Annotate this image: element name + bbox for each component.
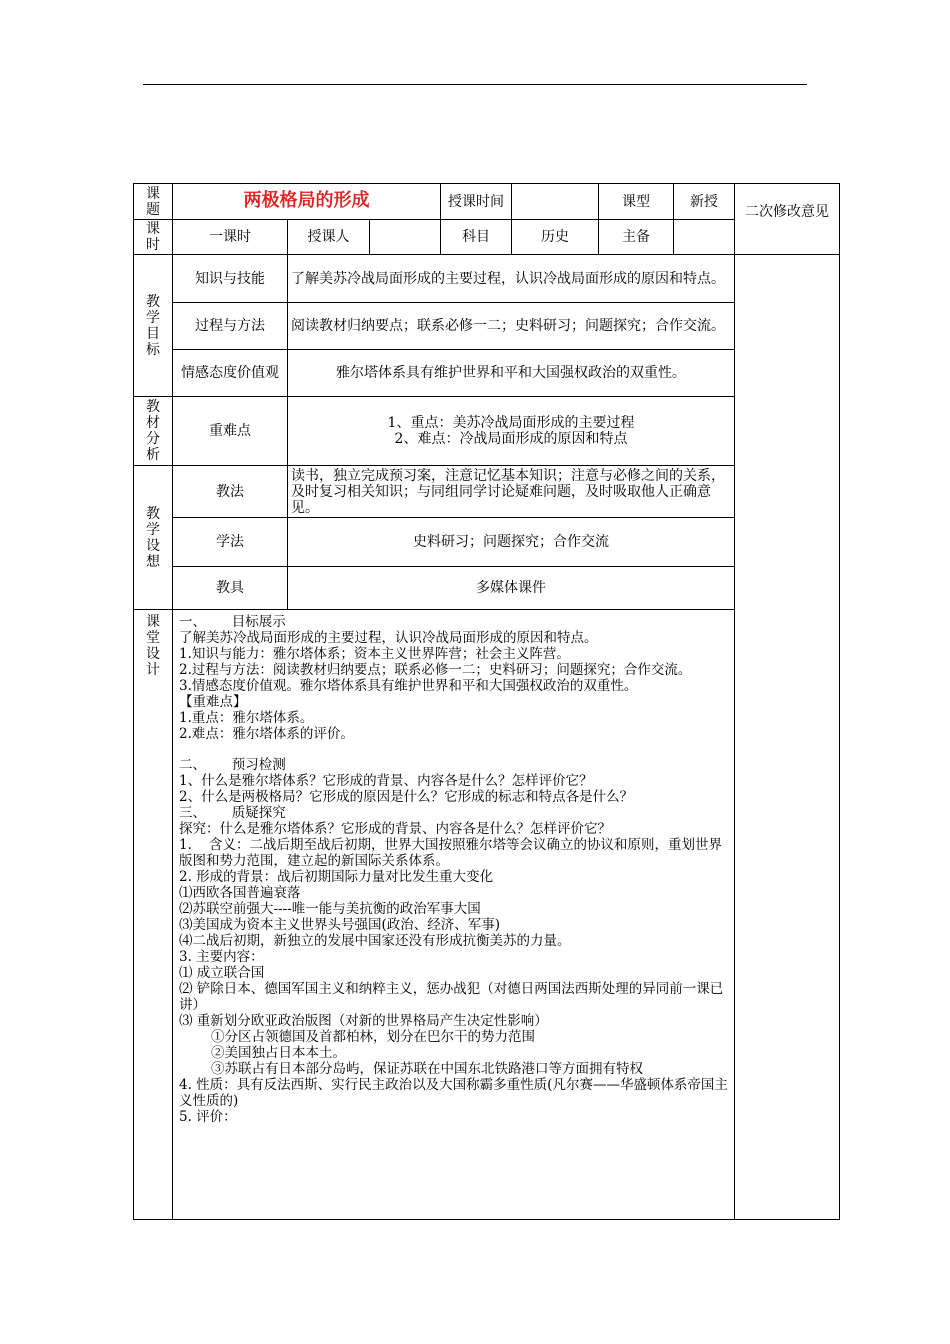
method-name: 学法 bbox=[173, 518, 288, 567]
analysis-label: 教 材 分 析 bbox=[134, 397, 173, 466]
goal-text: 了解美苏冷战局面形成的主要过程，认识冷战局面形成的原因和特点。 bbox=[288, 255, 735, 303]
design-line: 了解美苏冷战局面形成的主要过程，认识冷战局面形成的原因和特点。 bbox=[179, 630, 598, 646]
subject-value: 历史 bbox=[512, 220, 599, 255]
method-row bbox=[134, 466, 840, 518]
period-label: 课 时 bbox=[134, 220, 173, 255]
design-line: ⑵苏联空前强大----唯一能与美抗衡的政治军事大国 bbox=[179, 901, 481, 917]
design-line: ⑶ 重新划分欧亚政治版图（对新的世界格局产生决定性影响） bbox=[179, 1013, 548, 1029]
design-line: 1.重点：雅尔塔体系。 bbox=[179, 710, 314, 726]
subject-label: 科目 bbox=[441, 220, 512, 255]
design-line: ⑶美国成为资本主义世界头号强国(政治、经济、军事) bbox=[179, 917, 501, 933]
header-rule bbox=[143, 84, 807, 85]
type-label: 课型 bbox=[599, 184, 674, 220]
method-name: 教法 bbox=[173, 466, 288, 518]
teacher-label: 授课人 bbox=[288, 220, 370, 255]
design-line: ⑴西欧各国普遍衰落 bbox=[179, 885, 301, 901]
revise-label: 二次修改意见 bbox=[735, 184, 840, 255]
goal-text: 阅读教材归纳要点；联系必修一二；史料研习；问题探究；合作交流。 bbox=[288, 303, 735, 350]
design-line: ②美国独占日本本土。 bbox=[211, 1045, 346, 1061]
design-line: 一、 目标展示 bbox=[179, 614, 286, 630]
design-line: 2. 形成的背景：战后初期国际力量对比发生重大变化 bbox=[179, 869, 494, 885]
method-row bbox=[134, 518, 840, 567]
goal-row bbox=[134, 255, 840, 303]
design-line: ⑷二战后初期，新独立的发展中国家还没有形成抗衡美苏的力量。 bbox=[179, 933, 571, 949]
goals-label: 教 学 目 标 bbox=[134, 255, 173, 397]
design-line: 1、什么是雅尔塔体系？它形成的背景、内容各是什么？怎样评价它？ bbox=[179, 773, 593, 789]
goal-text: 雅尔塔体系具有维护世界和平和大国强权政治的双重性。 bbox=[288, 350, 735, 397]
topic-label: 课 题 bbox=[134, 184, 173, 220]
goal-row bbox=[134, 303, 840, 350]
design-line bbox=[179, 742, 728, 757]
method-row bbox=[134, 567, 840, 610]
design-line: 2.难点：雅尔塔体系的评价。 bbox=[179, 726, 354, 742]
time-value bbox=[512, 184, 599, 220]
design-line: 探究：什么是雅尔塔体系？它形成的背景、内容各是什么？怎样评价它？ bbox=[179, 821, 611, 837]
goal-name: 知识与技能 bbox=[173, 255, 288, 303]
teacher-value bbox=[370, 220, 441, 255]
lesson-plan-table bbox=[133, 183, 840, 1220]
design-line: 三、 质疑探究 bbox=[179, 805, 286, 821]
row-topic bbox=[134, 184, 840, 220]
method-name: 教具 bbox=[173, 567, 288, 610]
difficult-point: 2、难点：冷战局面形成的原因和特点 bbox=[394, 431, 628, 447]
design-line: 2、什么是两极格局？它形成的原因是什么？它形成的标志和特点各是什么？ bbox=[179, 789, 634, 805]
analysis-row bbox=[134, 397, 840, 466]
design-line: 4. 性质：具有反法西斯、实行民主政治以及大国称霸多重性质(凡尔赛——华盛顿体系帝国主义性质的) bbox=[179, 1077, 728, 1109]
method-text: 史料研习；问题探究；合作交流 bbox=[288, 518, 735, 567]
design-line: 1. 含义：二战后期至战后初期，世界大国按照雅尔塔等会议确立的协议和原则，重划世界版图和势力范围，建立起的新国际关系体系。 bbox=[179, 837, 723, 869]
class-design-content bbox=[173, 610, 735, 1220]
design-line: 3.情感态度价值观。雅尔塔体系具有维护世界和平和大国强权政治的双重性。 bbox=[179, 678, 638, 694]
design-line: ③苏联占有日本部分岛屿，保证苏联在中国东北铁路港口等方面拥有特权 bbox=[211, 1061, 643, 1077]
lead-label: 主备 bbox=[599, 220, 674, 255]
design-line: ①分区占领德国及首都柏林，划分在巴尔干的势力范围 bbox=[211, 1029, 535, 1045]
time-label: 授课时间 bbox=[441, 184, 512, 220]
design-line: 5. 评价： bbox=[179, 1109, 237, 1125]
method-text: 多媒体课件 bbox=[288, 567, 735, 610]
lead-value bbox=[674, 220, 735, 255]
period-value: 一课时 bbox=[173, 220, 288, 255]
analysis-name: 重难点 bbox=[173, 397, 288, 466]
design-line: 【重难点】 bbox=[179, 694, 247, 710]
design-line: 3. 主要内容： bbox=[179, 949, 264, 965]
revise-column bbox=[735, 255, 840, 1220]
type-value: 新授 bbox=[674, 184, 735, 220]
class-design-row bbox=[134, 610, 840, 1220]
row-period bbox=[134, 220, 840, 255]
design-line: ⑴ 成立联合国 bbox=[179, 965, 265, 981]
class-design-label: 课 堂 设 计 bbox=[134, 610, 173, 1220]
analysis-text bbox=[288, 397, 735, 466]
lesson-title: 两极格局的形成 bbox=[173, 184, 441, 220]
design-line: 2.过程与方法：阅读教材归纳要点；联系必修一二；史料研习；问题探究；合作交流。 bbox=[179, 662, 692, 678]
key-point: 1、重点：美苏冷战局面形成的主要过程 bbox=[387, 415, 635, 431]
design-line: 1.知识与能力：雅尔塔体系；资本主义世界阵营；社会主义阵营。 bbox=[179, 646, 570, 662]
goal-row bbox=[134, 350, 840, 397]
design-line: ⑵ 铲除日本、德国军国主义和纳粹主义，惩办战犯（对德日两国法西斯处理的异同前一课已讲） bbox=[179, 981, 724, 1013]
design-line: 二、 预习检测 bbox=[179, 757, 286, 773]
goal-name: 过程与方法 bbox=[173, 303, 288, 350]
design-ideas-label: 教 学 设 想 bbox=[134, 466, 173, 610]
goal-name: 情感态度价值观 bbox=[173, 350, 288, 397]
method-text: 读书，独立完成预习案，注意记忆基本知识；注意与必修之间的关系，及时复习相关知识；与同组同学讨论疑难问题，及时吸取他人正确意见。 bbox=[288, 466, 735, 518]
